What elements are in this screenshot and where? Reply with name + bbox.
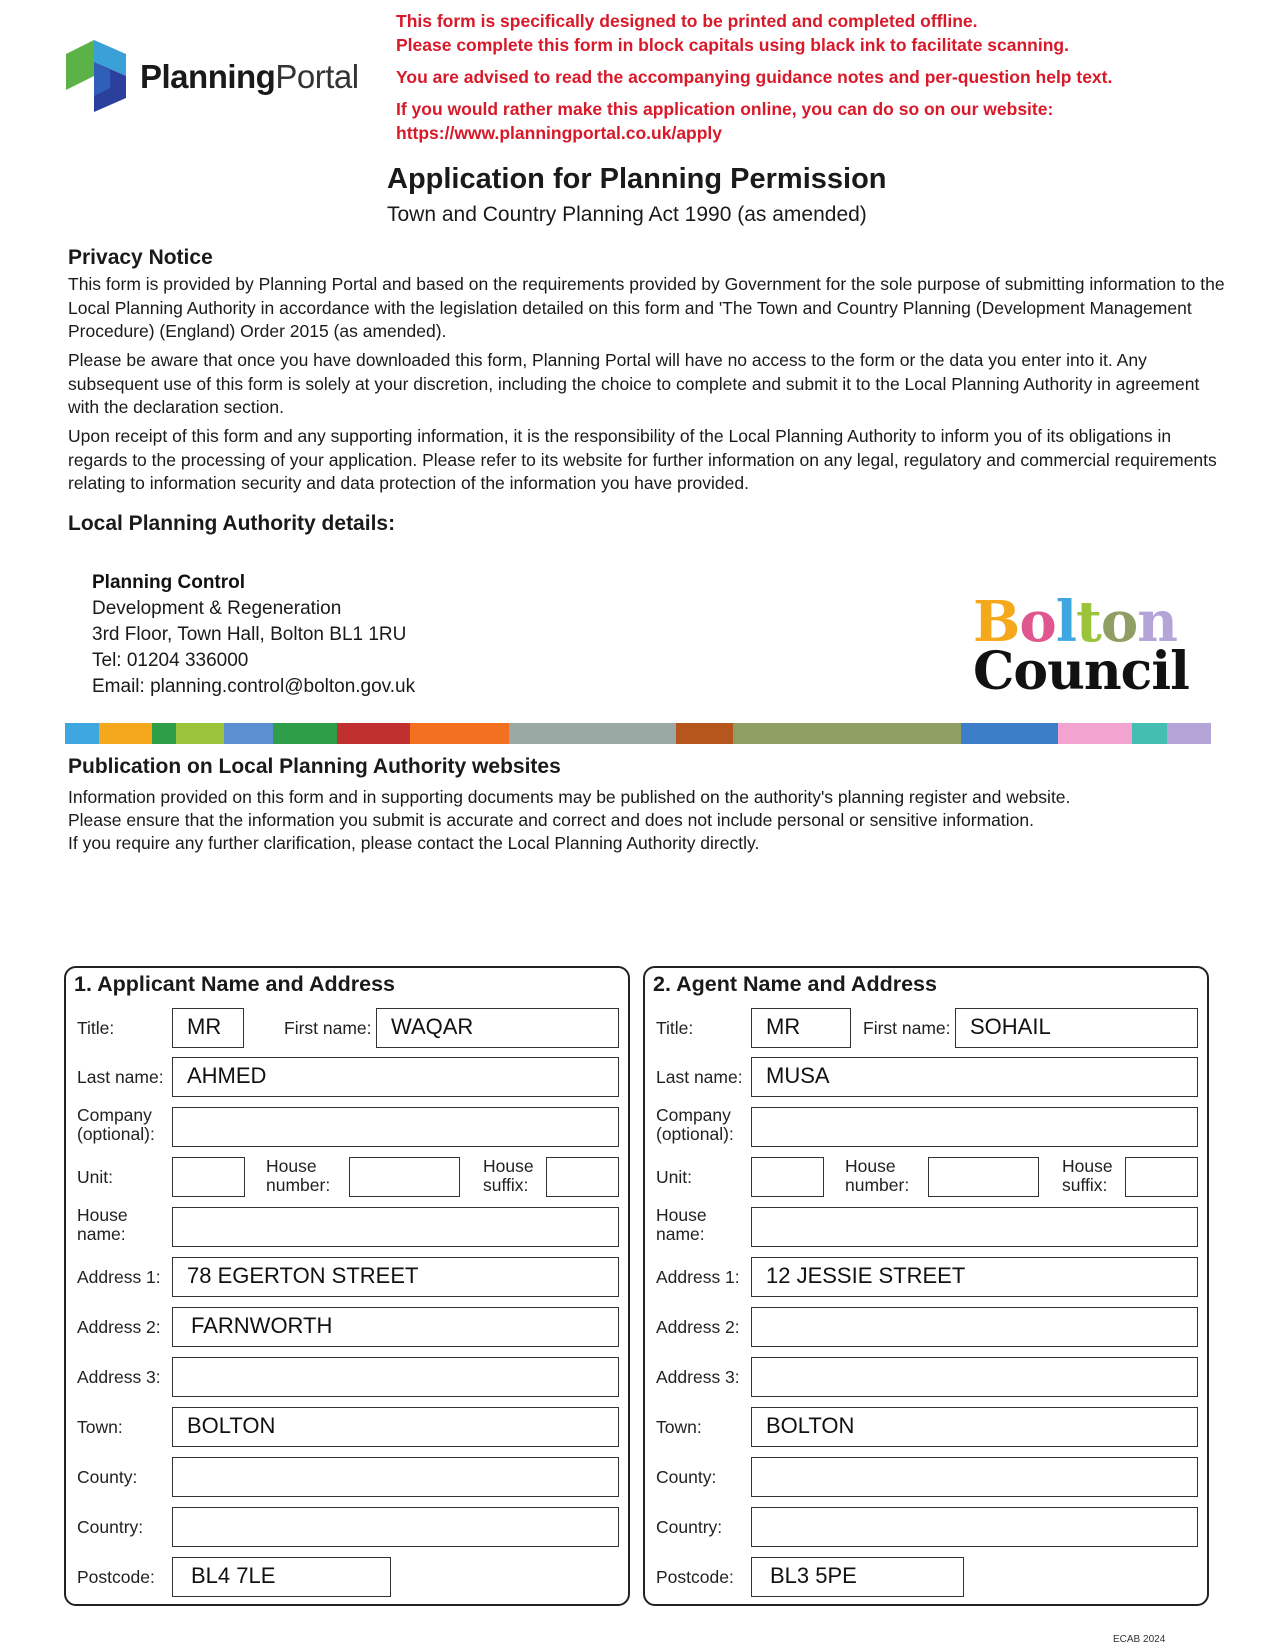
- color-band-segment: [676, 723, 733, 744]
- bolton-letter: t: [1075, 589, 1101, 655]
- publication-heading: Publication on Local Planning Authority websites: [68, 755, 561, 778]
- agent-house-number-field[interactable]: [928, 1157, 1039, 1197]
- company-label: Company: [656, 1105, 731, 1125]
- applicant-company-field[interactable]: [172, 1107, 619, 1147]
- color-band-segment: [152, 723, 176, 744]
- house-name-label-2: name:: [656, 1224, 705, 1244]
- agent-section: [643, 966, 1209, 1606]
- agent-address-3-field[interactable]: [751, 1357, 1198, 1397]
- color-band-segment: [509, 723, 676, 744]
- address-3-label: Address 3:: [77, 1367, 161, 1387]
- county-label: County:: [77, 1467, 138, 1487]
- unit-label: Unit:: [77, 1167, 113, 1187]
- color-band-segment: [961, 723, 1058, 744]
- form-code: ECAB 2024: [1113, 1634, 1166, 1645]
- applicant-title-field[interactable]: MR: [172, 1008, 244, 1048]
- last-name-label: Last name:: [77, 1067, 164, 1087]
- house-suffix-label: House: [1062, 1156, 1113, 1176]
- town-label: Town:: [656, 1417, 702, 1437]
- apply-link[interactable]: https://www.planningportal.co.uk/apply: [396, 123, 723, 143]
- notice-offline: This form is specifically designed to be printed and completed offline.: [396, 11, 978, 31]
- address-2-label: Address 2:: [656, 1317, 740, 1337]
- address-3-label: Address 3:: [656, 1367, 740, 1387]
- county-label: County:: [656, 1467, 717, 1487]
- bolton-council-logo: [973, 589, 1193, 702]
- agent-county-field[interactable]: [751, 1457, 1198, 1497]
- color-band-segment: [733, 723, 961, 744]
- title-label: Title:: [656, 1018, 694, 1038]
- applicant-postcode-field[interactable]: BL4 7LE: [172, 1557, 391, 1597]
- publication-line-3: If you require any further clarification, please contact the Local Planning Authority directly.: [68, 833, 760, 853]
- notice-online: If you would rather make this application online, you can do so on our website:: [396, 99, 1054, 119]
- notice-guidance: You are advised to read the accompanying guidance notes and per-question help text.: [396, 67, 1113, 87]
- color-band-segment: [337, 723, 410, 744]
- privacy-paragraph-3: Upon receipt of this form and any supporting information, it is the responsibility of the Local Planning Authority to inform you of its obligations in regards to the processing of your application. Please refer to its website for further information on any legal, regulatory and commercial requirements relating to information security and data protection of the information you have provided.: [68, 426, 1217, 493]
- postcode-label: Postcode:: [656, 1567, 734, 1587]
- lpa-telephone: Tel: 01204 336000: [92, 650, 249, 671]
- page-subtitle: Town and Country Planning Act 1990 (as amended): [387, 203, 867, 226]
- postcode-label: Postcode:: [77, 1567, 155, 1587]
- applicant-first-name-field[interactable]: WAQAR: [376, 1008, 619, 1048]
- house-number-label-2: number:: [845, 1175, 910, 1195]
- privacy-paragraph-2: Please be aware that once you have downloaded this form, Planning Portal will have no access to the form or the data you enter into it. Any subsequent use of this form is solely at your discretion, including the choice to complete and submit it to the Local Planning Authority in agreement with the declaration section.: [68, 350, 1200, 417]
- privacy-heading: Privacy Notice: [68, 246, 213, 269]
- lpa-heading: Local Planning Authority details:: [68, 512, 396, 535]
- title-label: Title:: [77, 1018, 115, 1038]
- planning-portal-mark-icon: [64, 40, 130, 112]
- applicant-address-2-field[interactable]: FARNWORTH: [172, 1307, 619, 1347]
- company-optional-label: (optional):: [656, 1124, 734, 1144]
- house-suffix-label: House: [483, 1156, 534, 1176]
- agent-last-name-field[interactable]: MUSA: [751, 1057, 1198, 1097]
- planning-portal-logo: [64, 40, 364, 112]
- color-band-segment: [176, 723, 224, 744]
- publication-line-1: Information provided on this form and in supporting documents may be published on the authority's planning register and website.: [68, 787, 1071, 807]
- first-name-label: First name:: [863, 1018, 951, 1038]
- color-band-segment: [1167, 723, 1211, 744]
- agent-unit-field[interactable]: [751, 1157, 824, 1197]
- bolton-letter: l: [1055, 589, 1076, 655]
- house-name-label: House: [656, 1205, 707, 1225]
- applicant-address-1-field[interactable]: 78 EGERTON STREET: [172, 1257, 619, 1297]
- bolton-letter: n: [1137, 589, 1177, 655]
- agent-postcode-field[interactable]: BL3 5PE: [751, 1557, 964, 1597]
- applicant-county-field[interactable]: [172, 1457, 619, 1497]
- lpa-email: Email: planning.control@bolton.gov.uk: [92, 676, 416, 697]
- address-1-label: Address 1:: [77, 1267, 161, 1287]
- council-wordmark: Council: [973, 641, 1189, 702]
- color-band-segment: [1132, 723, 1166, 744]
- color-band-segment: [99, 723, 151, 744]
- applicant-country-field[interactable]: [172, 1507, 619, 1547]
- applicant-town-field[interactable]: BOLTON: [172, 1407, 619, 1447]
- house-number-label: House: [266, 1156, 317, 1176]
- applicant-house-number-field[interactable]: [349, 1157, 460, 1197]
- town-label: Town:: [77, 1417, 123, 1437]
- privacy-paragraph-1: This form is provided by Planning Portal and based on the requirements provided by Government for the sole purpose of submitting information to the Local Planning Authority in accordance with the legislation detailed on this form and 'The Town and Country Planning (Development Management Procedure) (England) Order 2015 (as amended).: [68, 274, 1225, 341]
- applicant-house-suffix-field[interactable]: [546, 1157, 619, 1197]
- color-band-segment: [224, 723, 272, 744]
- agent-house-suffix-field[interactable]: [1125, 1157, 1198, 1197]
- agent-country-field[interactable]: [751, 1507, 1198, 1547]
- country-label: Country:: [77, 1517, 144, 1537]
- company-label: Company: [77, 1105, 152, 1125]
- color-band-segment: [65, 723, 99, 744]
- address-2-label: Address 2:: [77, 1317, 161, 1337]
- agent-heading: 2. Agent Name and Address: [653, 972, 937, 996]
- country-label: Country:: [656, 1517, 723, 1537]
- bolton-letter: o: [1100, 589, 1138, 655]
- lpa-name: Planning Control: [92, 572, 246, 593]
- house-number-label: House: [845, 1156, 896, 1176]
- bolton-letter: B: [973, 589, 1020, 655]
- color-band-segment: [410, 723, 509, 744]
- color-band-divider: [65, 723, 1211, 744]
- bolton-letter: o: [1019, 589, 1056, 655]
- applicant-house-name-field[interactable]: [172, 1207, 619, 1247]
- agent-company-field[interactable]: [751, 1107, 1198, 1147]
- page-title: Application for Planning Permission: [387, 163, 887, 195]
- applicant-last-name-field[interactable]: AHMED: [172, 1057, 619, 1097]
- applicant-unit-field[interactable]: [172, 1157, 245, 1197]
- planning-portal-wordmark: PlanningPortal: [140, 58, 359, 95]
- company-optional-label: (optional):: [77, 1124, 155, 1144]
- agent-address-2-field[interactable]: [751, 1307, 1198, 1347]
- lpa-department: Development & Regeneration: [92, 598, 342, 619]
- applicant-address-3-field[interactable]: [172, 1357, 619, 1397]
- unit-label: Unit:: [656, 1167, 692, 1187]
- publication-line-2: Please ensure that the information you submit is accurate and correct and does not include personal or sensitive information.: [68, 810, 1034, 830]
- color-band-segment: [1058, 723, 1133, 744]
- lpa-address: 3rd Floor, Town Hall, Bolton BL1 1RU: [92, 624, 407, 645]
- last-name-label: Last name:: [656, 1067, 743, 1087]
- house-name-label: House: [77, 1205, 128, 1225]
- notice-block-capitals: Please complete this form in block capitals using black ink to facilitate scanning.: [396, 35, 1069, 55]
- agent-first-name-field[interactable]: SOHAIL: [955, 1008, 1198, 1048]
- house-number-label-2: number:: [266, 1175, 331, 1195]
- house-suffix-label-2: suffix:: [1062, 1175, 1108, 1195]
- house-suffix-label-2: suffix:: [483, 1175, 529, 1195]
- applicant-heading: 1. Applicant Name and Address: [74, 972, 395, 996]
- applicant-section: [64, 966, 630, 1606]
- address-1-label: Address 1:: [656, 1267, 740, 1287]
- agent-town-field[interactable]: BOLTON: [751, 1407, 1198, 1447]
- first-name-label: First name:: [284, 1018, 372, 1038]
- house-name-label-2: name:: [77, 1224, 126, 1244]
- agent-house-name-field[interactable]: [751, 1207, 1198, 1247]
- color-band-segment: [273, 723, 338, 744]
- agent-address-1-field[interactable]: 12 JESSIE STREET: [751, 1257, 1198, 1297]
- agent-title-field[interactable]: MR: [751, 1008, 851, 1048]
